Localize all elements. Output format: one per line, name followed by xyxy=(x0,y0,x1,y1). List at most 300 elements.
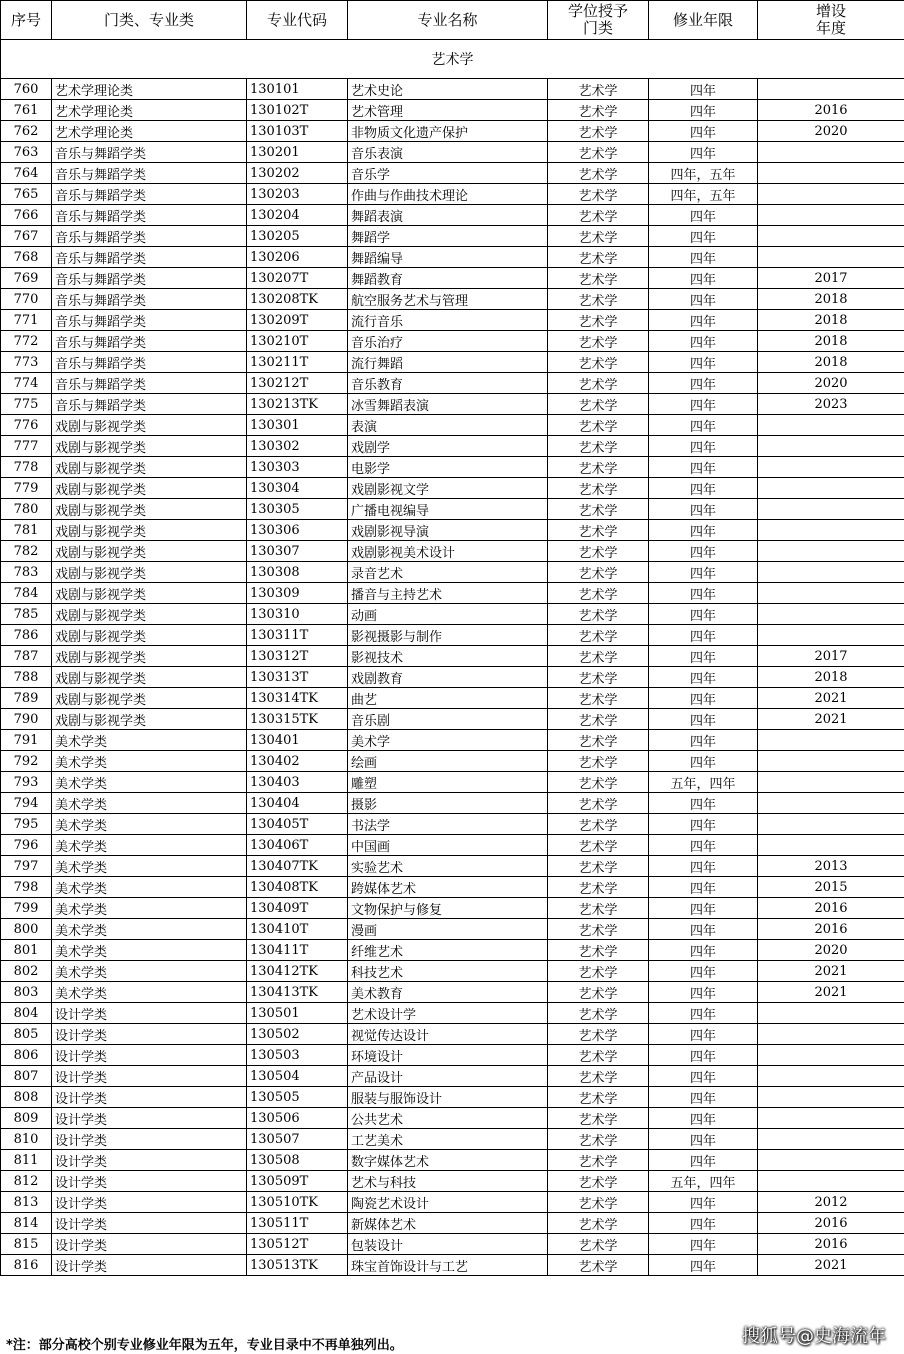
cell-year-added xyxy=(758,247,904,268)
cell-seq: 765 xyxy=(1,184,52,205)
cell-year-added: 2020 xyxy=(758,373,904,394)
cell-major-name: 戏剧学 xyxy=(348,436,548,457)
cell-duration: 四年 xyxy=(649,1255,758,1276)
cell-seq: 788 xyxy=(1,667,52,688)
cell-code: 130403 xyxy=(247,772,348,793)
table-row xyxy=(1,898,904,919)
cell-category: 戏剧与影视学类 xyxy=(52,415,247,436)
cell-seq: 800 xyxy=(1,919,52,940)
cell-code: 130209T xyxy=(247,310,348,331)
cell-degree: 艺术学 xyxy=(548,709,649,730)
cell-degree: 艺术学 xyxy=(548,205,649,226)
cell-seq: 809 xyxy=(1,1108,52,1129)
cell-major-name: 录音艺术 xyxy=(348,562,548,583)
cell-degree: 艺术学 xyxy=(548,961,649,982)
cell-seq: 772 xyxy=(1,331,52,352)
section-title: 艺术学 xyxy=(1,40,904,79)
cell-category: 戏剧与影视学类 xyxy=(52,520,247,541)
cell-major-name: 美术教育 xyxy=(348,982,548,1003)
cell-category: 设计学类 xyxy=(52,1024,247,1045)
table-row xyxy=(1,982,904,1003)
cell-degree: 艺术学 xyxy=(548,772,649,793)
cell-code: 130412TK xyxy=(247,961,348,982)
cell-duration: 四年 xyxy=(649,373,758,394)
cell-code: 130208TK xyxy=(247,289,348,310)
cell-major-name: 戏剧影视美术设计 xyxy=(348,541,548,562)
cell-category: 音乐与舞蹈学类 xyxy=(52,163,247,184)
cell-degree: 艺术学 xyxy=(548,415,649,436)
cell-degree: 艺术学 xyxy=(548,1108,649,1129)
cell-seq: 794 xyxy=(1,793,52,814)
cell-duration: 四年 xyxy=(649,1024,758,1045)
table-row xyxy=(1,961,904,982)
cell-year-added xyxy=(758,562,904,583)
cell-year-added xyxy=(758,1003,904,1024)
cell-category: 音乐与舞蹈学类 xyxy=(52,184,247,205)
cell-degree: 艺术学 xyxy=(548,268,649,289)
table-row xyxy=(1,436,904,457)
watermark: 搜狐号@史海流年 xyxy=(742,1326,886,1347)
cell-duration: 四年 xyxy=(649,1087,758,1108)
cell-code: 130508 xyxy=(247,1150,348,1171)
cell-category: 戏剧与影视学类 xyxy=(52,541,247,562)
cell-year-added xyxy=(758,604,904,625)
table-row xyxy=(1,1255,904,1276)
cell-degree: 艺术学 xyxy=(548,373,649,394)
cell-code: 130404 xyxy=(247,793,348,814)
cell-code: 130302 xyxy=(247,436,348,457)
cell-duration: 四年 xyxy=(649,1108,758,1129)
cell-code: 130313T xyxy=(247,667,348,688)
cell-year-added: 2016 xyxy=(758,898,904,919)
cell-year-added xyxy=(758,499,904,520)
cell-year-added xyxy=(758,205,904,226)
cell-code: 130212T xyxy=(247,373,348,394)
table-row xyxy=(1,457,904,478)
cell-category: 音乐与舞蹈学类 xyxy=(52,394,247,415)
table-row xyxy=(1,1087,904,1108)
cell-duration: 四年 xyxy=(649,835,758,856)
cell-category: 音乐与舞蹈学类 xyxy=(52,205,247,226)
cell-year-added: 2016 xyxy=(758,1213,904,1234)
cell-major-name: 数字媒体艺术 xyxy=(348,1150,548,1171)
cell-code: 130306 xyxy=(247,520,348,541)
cell-category: 美术学类 xyxy=(52,919,247,940)
table-row xyxy=(1,331,904,352)
cell-year-added xyxy=(758,163,904,184)
cell-category: 设计学类 xyxy=(52,1003,247,1024)
cell-degree: 艺术学 xyxy=(548,562,649,583)
cell-duration: 四年 xyxy=(649,541,758,562)
cell-code: 130503 xyxy=(247,1045,348,1066)
cell-code: 130301 xyxy=(247,415,348,436)
cell-year-added xyxy=(758,814,904,835)
cell-year-added: 2021 xyxy=(758,1255,904,1276)
cell-duration: 四年 xyxy=(649,709,758,730)
cell-duration: 四年 xyxy=(649,121,758,142)
cell-duration: 四年 xyxy=(649,79,758,100)
cell-degree: 艺术学 xyxy=(548,625,649,646)
header-category: 门类、专业类 xyxy=(52,1,247,40)
cell-code: 130304 xyxy=(247,478,348,499)
cell-year-added: 2018 xyxy=(758,352,904,373)
cell-year-added: 2023 xyxy=(758,394,904,415)
cell-category: 设计学类 xyxy=(52,1066,247,1087)
cell-major-name: 曲艺 xyxy=(348,688,548,709)
cell-code: 130205 xyxy=(247,226,348,247)
cell-degree: 艺术学 xyxy=(548,1213,649,1234)
cell-major-name: 摄影 xyxy=(348,793,548,814)
cell-major-name: 艺术与科技 xyxy=(348,1171,548,1192)
header-seq: 序号 xyxy=(1,1,52,40)
header-degree: 学位授予 门类 xyxy=(548,1,649,40)
cell-category: 音乐与舞蹈学类 xyxy=(52,247,247,268)
cell-category: 美术学类 xyxy=(52,877,247,898)
cell-code: 130505 xyxy=(247,1087,348,1108)
cell-code: 130307 xyxy=(247,541,348,562)
cell-seq: 785 xyxy=(1,604,52,625)
cell-duration: 四年 xyxy=(649,751,758,772)
cell-seq: 797 xyxy=(1,856,52,877)
cell-category: 戏剧与影视学类 xyxy=(52,562,247,583)
cell-category: 音乐与舞蹈学类 xyxy=(52,310,247,331)
cell-major-name: 戏剧教育 xyxy=(348,667,548,688)
cell-code: 130203 xyxy=(247,184,348,205)
cell-duration: 四年 xyxy=(649,1066,758,1087)
cell-seq: 760 xyxy=(1,79,52,100)
cell-duration: 四年 xyxy=(649,856,758,877)
cell-seq: 773 xyxy=(1,352,52,373)
cell-year-added xyxy=(758,79,904,100)
cell-major-name: 珠宝首饰设计与工艺 xyxy=(348,1255,548,1276)
cell-code: 130405T xyxy=(247,814,348,835)
cell-category: 音乐与舞蹈学类 xyxy=(52,352,247,373)
table-row xyxy=(1,835,904,856)
cell-year-added xyxy=(758,1108,904,1129)
cell-degree: 艺术学 xyxy=(548,226,649,247)
cell-category: 设计学类 xyxy=(52,1087,247,1108)
cell-major-name: 漫画 xyxy=(348,919,548,940)
table-row xyxy=(1,730,904,751)
table-row xyxy=(1,940,904,961)
cell-major-name: 产品设计 xyxy=(348,1066,548,1087)
cell-year-added xyxy=(758,751,904,772)
cell-major-name: 公共艺术 xyxy=(348,1108,548,1129)
cell-degree: 艺术学 xyxy=(548,541,649,562)
cell-major-name: 影视技术 xyxy=(348,646,548,667)
cell-degree: 艺术学 xyxy=(548,835,649,856)
cell-category: 音乐与舞蹈学类 xyxy=(52,142,247,163)
cell-major-name: 戏剧影视文学 xyxy=(348,478,548,499)
cell-seq: 761 xyxy=(1,100,52,121)
cell-degree: 艺术学 xyxy=(548,457,649,478)
cell-major-name: 舞蹈学 xyxy=(348,226,548,247)
cell-code: 130411T xyxy=(247,940,348,961)
cell-year-added: 2017 xyxy=(758,268,904,289)
cell-code: 130101 xyxy=(247,79,348,100)
cell-degree: 艺术学 xyxy=(548,499,649,520)
cell-degree: 艺术学 xyxy=(548,583,649,604)
cell-code: 130504 xyxy=(247,1066,348,1087)
cell-major-name: 书法学 xyxy=(348,814,548,835)
cell-year-added xyxy=(758,415,904,436)
cell-major-name: 新媒体艺术 xyxy=(348,1213,548,1234)
cell-year-added: 2018 xyxy=(758,310,904,331)
table-row xyxy=(1,604,904,625)
table-row xyxy=(1,415,904,436)
cell-degree: 艺术学 xyxy=(548,604,649,625)
cell-seq: 763 xyxy=(1,142,52,163)
table-row xyxy=(1,877,904,898)
table-row xyxy=(1,352,904,373)
table-row xyxy=(1,1045,904,1066)
cell-duration: 四年 xyxy=(649,625,758,646)
cell-year-added: 2021 xyxy=(758,709,904,730)
cell-degree: 艺术学 xyxy=(548,730,649,751)
cell-category: 美术学类 xyxy=(52,793,247,814)
cell-year-added: 2017 xyxy=(758,646,904,667)
cell-code: 130303 xyxy=(247,457,348,478)
cell-major-name: 作曲与作曲技术理论 xyxy=(348,184,548,205)
cell-major-name: 舞蹈教育 xyxy=(348,268,548,289)
cell-code: 130310 xyxy=(247,604,348,625)
cell-duration: 四年 xyxy=(649,478,758,499)
cell-degree: 艺术学 xyxy=(548,1192,649,1213)
cell-degree: 艺术学 xyxy=(548,1129,649,1150)
cell-degree: 艺术学 xyxy=(548,877,649,898)
cell-seq: 775 xyxy=(1,394,52,415)
cell-year-added xyxy=(758,1129,904,1150)
cell-seq: 774 xyxy=(1,373,52,394)
table-row xyxy=(1,142,904,163)
cell-seq: 764 xyxy=(1,163,52,184)
table-row xyxy=(1,310,904,331)
cell-seq: 782 xyxy=(1,541,52,562)
cell-code: 130103T xyxy=(247,121,348,142)
table-row xyxy=(1,751,904,772)
cell-degree: 艺术学 xyxy=(548,1234,649,1255)
table-row xyxy=(1,394,904,415)
cell-year-added xyxy=(758,184,904,205)
cell-major-name: 电影学 xyxy=(348,457,548,478)
cell-degree: 艺术学 xyxy=(548,79,649,100)
cell-year-added xyxy=(758,730,904,751)
cell-code: 130510TK xyxy=(247,1192,348,1213)
cell-duration: 四年 xyxy=(649,205,758,226)
cell-seq: 762 xyxy=(1,121,52,142)
cell-seq: 807 xyxy=(1,1066,52,1087)
cell-code: 130401 xyxy=(247,730,348,751)
cell-major-name: 非物质文化遗产保护 xyxy=(348,121,548,142)
cell-duration: 四年 xyxy=(649,499,758,520)
table-row xyxy=(1,793,904,814)
cell-code: 130402 xyxy=(247,751,348,772)
cell-code: 130501 xyxy=(247,1003,348,1024)
cell-code: 130204 xyxy=(247,205,348,226)
cell-major-name: 音乐学 xyxy=(348,163,548,184)
cell-seq: 814 xyxy=(1,1213,52,1234)
cell-category: 美术学类 xyxy=(52,730,247,751)
cell-major-name: 流行音乐 xyxy=(348,310,548,331)
cell-degree: 艺术学 xyxy=(548,100,649,121)
cell-year-added xyxy=(758,541,904,562)
table-row xyxy=(1,184,904,205)
cell-seq: 810 xyxy=(1,1129,52,1150)
cell-code: 130315TK xyxy=(247,709,348,730)
cell-year-added: 2016 xyxy=(758,1234,904,1255)
cell-degree: 艺术学 xyxy=(548,478,649,499)
cell-major-name: 戏剧影视导演 xyxy=(348,520,548,541)
cell-major-name: 艺术史论 xyxy=(348,79,548,100)
cell-year-added xyxy=(758,436,904,457)
cell-seq: 786 xyxy=(1,625,52,646)
cell-duration: 四年 xyxy=(649,688,758,709)
cell-year-added: 2021 xyxy=(758,688,904,709)
cell-year-added xyxy=(758,772,904,793)
cell-category: 音乐与舞蹈学类 xyxy=(52,289,247,310)
cell-category: 设计学类 xyxy=(52,1129,247,1150)
table-row xyxy=(1,1003,904,1024)
cell-degree: 艺术学 xyxy=(548,436,649,457)
table-row xyxy=(1,1213,904,1234)
cell-category: 美术学类 xyxy=(52,898,247,919)
cell-degree: 艺术学 xyxy=(548,1066,649,1087)
cell-year-added: 2018 xyxy=(758,289,904,310)
cell-degree: 艺术学 xyxy=(548,667,649,688)
table-row xyxy=(1,814,904,835)
cell-category: 音乐与舞蹈学类 xyxy=(52,268,247,289)
cell-major-name: 雕塑 xyxy=(348,772,548,793)
cell-duration: 四年 xyxy=(649,604,758,625)
cell-major-name: 文物保护与修复 xyxy=(348,898,548,919)
cell-seq: 784 xyxy=(1,583,52,604)
cell-major-name: 艺术设计学 xyxy=(348,1003,548,1024)
cell-major-name: 音乐教育 xyxy=(348,373,548,394)
cell-major-name: 科技艺术 xyxy=(348,961,548,982)
cell-seq: 766 xyxy=(1,205,52,226)
table-row xyxy=(1,1108,904,1129)
cell-degree: 艺术学 xyxy=(548,814,649,835)
cell-code: 130308 xyxy=(247,562,348,583)
cell-degree: 艺术学 xyxy=(548,898,649,919)
table-row xyxy=(1,688,904,709)
cell-duration: 四年 xyxy=(649,982,758,1003)
table-row xyxy=(1,121,904,142)
table-row xyxy=(1,100,904,121)
table-row xyxy=(1,919,904,940)
cell-category: 戏剧与影视学类 xyxy=(52,457,247,478)
cell-degree: 艺术学 xyxy=(548,394,649,415)
header-year-added: 增设 年度 xyxy=(758,1,904,40)
cell-duration: 四年 xyxy=(649,226,758,247)
cell-seq: 770 xyxy=(1,289,52,310)
cell-degree: 艺术学 xyxy=(548,1150,649,1171)
cell-category: 设计学类 xyxy=(52,1171,247,1192)
cell-seq: 792 xyxy=(1,751,52,772)
cell-seq: 805 xyxy=(1,1024,52,1045)
cell-degree: 艺术学 xyxy=(548,1045,649,1066)
cell-category: 设计学类 xyxy=(52,1045,247,1066)
cell-major-name: 美术学 xyxy=(348,730,548,751)
cell-year-added xyxy=(758,583,904,604)
cell-seq: 815 xyxy=(1,1234,52,1255)
cell-code: 130507 xyxy=(247,1129,348,1150)
cell-category: 设计学类 xyxy=(52,1108,247,1129)
cell-degree: 艺术学 xyxy=(548,793,649,814)
table-row xyxy=(1,289,904,310)
cell-category: 戏剧与影视学类 xyxy=(52,478,247,499)
cell-duration: 四年 xyxy=(649,646,758,667)
cell-seq: 799 xyxy=(1,898,52,919)
cell-degree: 艺术学 xyxy=(548,1087,649,1108)
cell-code: 130311T xyxy=(247,625,348,646)
cell-duration: 四年 xyxy=(649,793,758,814)
cell-seq: 796 xyxy=(1,835,52,856)
cell-major-name: 舞蹈表演 xyxy=(348,205,548,226)
cell-duration: 四年 xyxy=(649,961,758,982)
cell-code: 130512T xyxy=(247,1234,348,1255)
cell-category: 设计学类 xyxy=(52,1192,247,1213)
cell-code: 130509T xyxy=(247,1171,348,1192)
cell-duration: 四年 xyxy=(649,520,758,541)
cell-duration: 四年 xyxy=(649,142,758,163)
cell-category: 艺术学理论类 xyxy=(52,79,247,100)
cell-code: 130314TK xyxy=(247,688,348,709)
cell-code: 130309 xyxy=(247,583,348,604)
cell-duration: 四年 xyxy=(649,310,758,331)
table-row xyxy=(1,1129,904,1150)
cell-category: 美术学类 xyxy=(52,772,247,793)
cell-major-name: 工艺美术 xyxy=(348,1129,548,1150)
cell-degree: 艺术学 xyxy=(548,310,649,331)
cell-year-added xyxy=(758,1087,904,1108)
cell-seq: 808 xyxy=(1,1087,52,1108)
header-row xyxy=(1,1,904,40)
table-row xyxy=(1,247,904,268)
cell-category: 美术学类 xyxy=(52,982,247,1003)
table-row xyxy=(1,268,904,289)
cell-major-name: 音乐表演 xyxy=(348,142,548,163)
cell-major-name: 动画 xyxy=(348,604,548,625)
cell-category: 艺术学理论类 xyxy=(52,100,247,121)
cell-seq: 780 xyxy=(1,499,52,520)
cell-duration: 四年 xyxy=(649,352,758,373)
header-duration: 修业年限 xyxy=(649,1,758,40)
cell-major-name: 舞蹈编导 xyxy=(348,247,548,268)
cell-duration: 四年 xyxy=(649,919,758,940)
cell-duration: 四年 xyxy=(649,457,758,478)
cell-code: 130513TK xyxy=(247,1255,348,1276)
cell-seq: 777 xyxy=(1,436,52,457)
header-code: 专业代码 xyxy=(247,1,348,40)
table-row xyxy=(1,1150,904,1171)
cell-major-name: 航空服务艺术与管理 xyxy=(348,289,548,310)
cell-seq: 812 xyxy=(1,1171,52,1192)
cell-category: 戏剧与影视学类 xyxy=(52,583,247,604)
cell-duration: 四年 xyxy=(649,814,758,835)
cell-category: 美术学类 xyxy=(52,751,247,772)
table-row xyxy=(1,562,904,583)
cell-degree: 艺术学 xyxy=(548,919,649,940)
cell-year-added xyxy=(758,793,904,814)
cell-degree: 艺术学 xyxy=(548,247,649,268)
cell-major-name: 冰雪舞蹈表演 xyxy=(348,394,548,415)
cell-major-name: 音乐剧 xyxy=(348,709,548,730)
cell-seq: 781 xyxy=(1,520,52,541)
cell-duration: 四年 xyxy=(649,1045,758,1066)
cell-category: 音乐与舞蹈学类 xyxy=(52,226,247,247)
cell-seq: 793 xyxy=(1,772,52,793)
